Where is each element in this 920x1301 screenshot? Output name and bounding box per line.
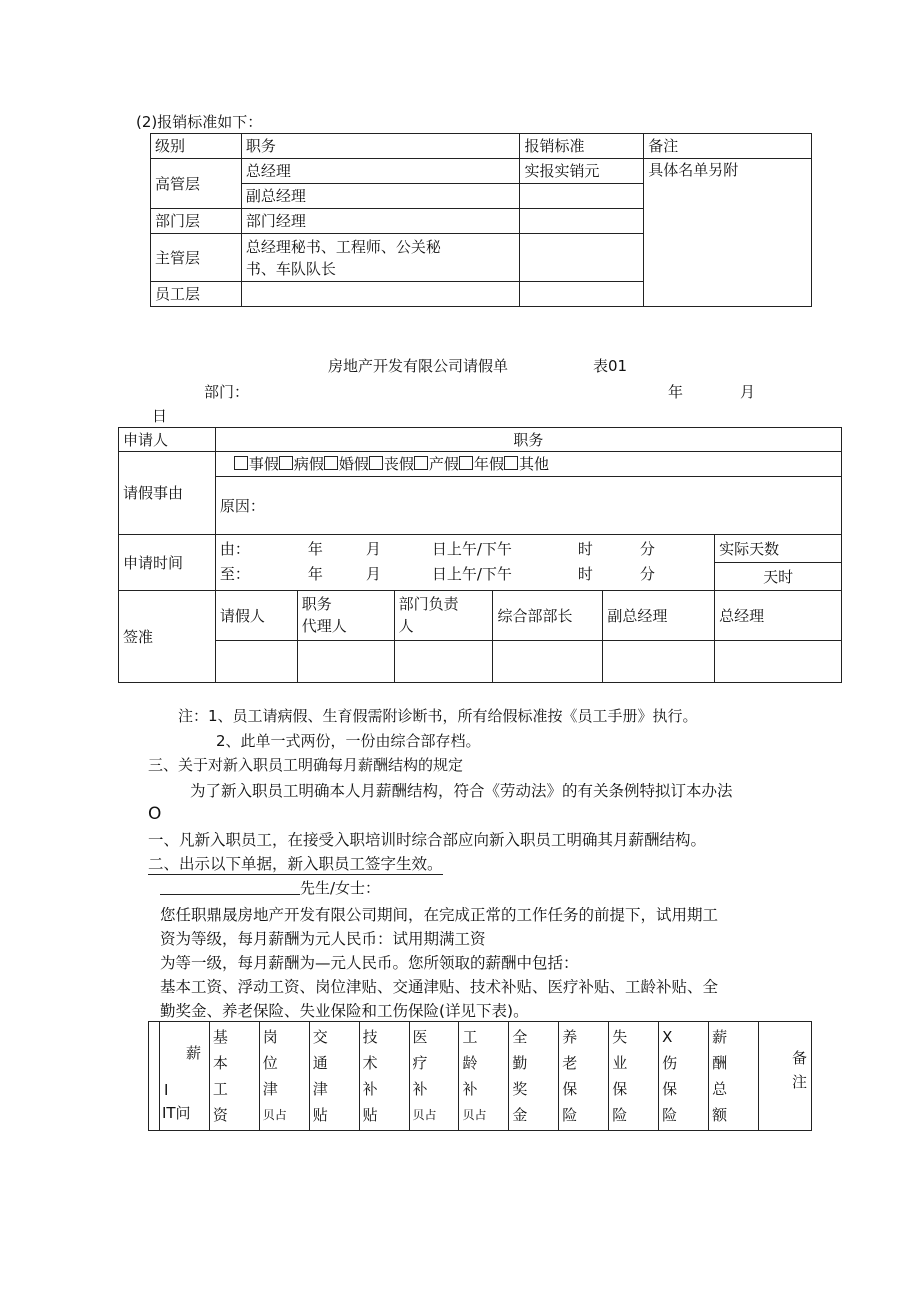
from-label: 由：	[219, 540, 250, 558]
leave-type-marriage[interactable]: 婚假	[324, 455, 369, 473]
sign-dept-head-line2: 人	[398, 617, 414, 635]
salutation-line	[160, 877, 380, 898]
col-remark	[758, 1022, 811, 1131]
col-injury-insurance: X 伤 保 险	[659, 1022, 709, 1131]
salary-col-top: 薪	[185, 1044, 201, 1062]
year-label: 年	[668, 383, 684, 401]
checkbox-icon[interactable]	[279, 456, 293, 470]
letter-line-3: 为等一级，每月薪酬为—元人民币。您所领取的薪酬中包括：	[160, 954, 579, 972]
checkbox-icon[interactable]	[414, 456, 428, 470]
standard-empty	[520, 234, 644, 282]
position-gm: 总经理	[241, 159, 520, 184]
reimbursement-heading: (2)报销标准如下：	[136, 113, 263, 131]
letter-line-2: 资为等级，每月薪酬为元人民币：试用期满工资	[160, 930, 486, 948]
salary-col-bottom: IT问	[161, 1104, 191, 1122]
time-to-row	[215, 563, 714, 591]
remark-line2: 注	[791, 1073, 807, 1091]
dept-label: 部门：	[204, 383, 250, 401]
days-hours-cell: 天时	[715, 563, 842, 591]
section3-item1: 一、凡新入职员工，在接受入职培训时综合部应向新入职员工明确其月薪酬结构。	[148, 831, 707, 849]
level-dept: 部门层	[151, 209, 242, 234]
header-remark: 备注	[644, 134, 812, 159]
col-seniority-subsidy: 工 龄 补 贝占	[459, 1022, 509, 1131]
time-label: 申请时间	[119, 535, 216, 591]
col-pension-insurance: 养 老 保 险	[559, 1022, 609, 1131]
leave-type-options	[215, 452, 841, 477]
col-tech-subsidy: 技 术 补 贴	[359, 1022, 409, 1131]
salutation: 先生/女士：	[300, 879, 381, 897]
standard-actual: 实报实销元	[520, 159, 644, 184]
note-1: 注：1、员工请病假、生育假需附诊断书，所有给假标准按《员工手册》执行。	[178, 707, 698, 725]
position-supervisor	[241, 234, 520, 282]
to-hour: 时	[577, 564, 593, 583]
salary-structure-table	[148, 1021, 812, 1131]
col-total-salary: 薪 酬 总 额	[709, 1022, 759, 1131]
col-attendance-bonus: 全 勤 奖 金	[509, 1022, 559, 1131]
cause-label: 原因：	[219, 496, 265, 515]
leave-type-other[interactable]: 其他	[504, 455, 549, 473]
reason-label: 请假事由	[119, 452, 216, 535]
signature-field[interactable]	[297, 641, 394, 683]
signature-field[interactable]	[493, 641, 603, 683]
leave-type-personal[interactable]: 事假	[234, 455, 279, 473]
header-level: 级别	[151, 134, 242, 159]
signature-field[interactable]	[394, 641, 493, 683]
to-year: 年	[307, 564, 323, 583]
from-minute: 分	[639, 540, 655, 558]
supervisor-line2: 书、车队队长	[245, 259, 336, 278]
time-from-row	[215, 535, 714, 563]
from-day-ampm: 日上午/下午	[431, 540, 512, 558]
letter-line-1: 您任职鼎晟房地产开发有限公司期间，在完成正常的工作任务的前提下，试用期工	[160, 906, 719, 924]
applicant-label: 申请人	[119, 428, 216, 452]
signature-field[interactable]	[715, 641, 842, 683]
reimbursement-table	[150, 133, 812, 307]
to-minute: 分	[639, 564, 655, 583]
month-label: 月	[740, 383, 756, 401]
checkbox-icon[interactable]	[234, 456, 248, 470]
salary-col-header	[159, 1022, 209, 1131]
col-basic-salary: 基 本 工 资	[209, 1022, 259, 1131]
signature-field[interactable]	[215, 641, 297, 683]
leave-form-title: 房地产开发有限公司请假单	[328, 357, 509, 375]
sign-dept-head-line1: 部门负责	[398, 595, 459, 613]
standard-empty	[520, 184, 644, 209]
sign-deputy	[297, 591, 394, 641]
remark-cell: 具体名单另附	[644, 159, 812, 307]
leave-form-table	[118, 427, 842, 683]
from-month: 月	[365, 540, 381, 558]
header-standard: 报销标准	[520, 134, 644, 159]
section3-item2: 二、出示以下单据，新入职员工签字生效。	[148, 852, 443, 875]
col-medical-subsidy: 医 疗 补 贝占	[409, 1022, 459, 1131]
sign-dept-head	[394, 591, 493, 641]
leave-form-number: 表01	[593, 357, 628, 375]
approval-label: 签准	[119, 591, 216, 683]
remark-line1: 备	[791, 1049, 807, 1067]
from-hour: 时	[577, 540, 593, 558]
section3-intro: 为了新入职员工明确本人月薪酬结构，符合《劳动法》的有关条例特拟订本办法	[190, 782, 733, 800]
note-2: 2、此单一式两份，一份由综合部存档。	[216, 732, 481, 750]
col-unemployment-insurance: 失 业 保 险	[609, 1022, 659, 1131]
to-month: 月	[365, 564, 381, 583]
leave-type-funeral[interactable]: 丧假	[369, 455, 414, 473]
letter-line-4: 基本工资、浮动工资、岗位津贴、交通津贴、技术补贴、医疗补贴、工龄补贴、全	[160, 978, 719, 996]
section3-title: 三、关于对新入职员工明确每月薪酬结构的规定	[148, 756, 464, 774]
position-label: 职务	[215, 428, 841, 452]
leave-type-annual[interactable]: 年假	[459, 455, 504, 473]
checkbox-icon[interactable]	[459, 456, 473, 470]
leave-type-sick[interactable]: 病假	[279, 455, 324, 473]
name-blank[interactable]	[160, 878, 300, 895]
signature-field[interactable]	[603, 641, 715, 683]
leave-type-maternity[interactable]: 产假	[414, 455, 459, 473]
sign-admin-head: 综合部部长	[493, 591, 603, 641]
letter-line-5: 勤奖金、养老保险、失业保险和工伤保险(详见下表)。	[160, 1002, 529, 1020]
col-transport-allowance: 交 通 津 贴	[309, 1022, 359, 1131]
checkbox-icon[interactable]	[504, 456, 518, 470]
sign-deputy-gm: 副总经理	[603, 591, 715, 641]
day-label: 日	[152, 407, 168, 425]
position-empty	[241, 282, 520, 307]
sign-gm: 总经理	[715, 591, 842, 641]
table-edge-cell	[149, 1022, 160, 1131]
sign-deputy-line1: 职务	[301, 595, 332, 613]
standard-empty	[520, 282, 644, 307]
salary-col-mid: I	[163, 1081, 169, 1099]
cause-cell[interactable]	[215, 477, 841, 535]
level-supervisor: 主管层	[151, 234, 242, 282]
header-position: 职务	[241, 134, 520, 159]
checkbox-icon[interactable]	[324, 456, 338, 470]
supervisor-line1: 总经理秘书、工程师、公关秘	[245, 237, 441, 256]
checkbox-icon[interactable]	[369, 456, 383, 470]
to-day-ampm: 日上午/下午	[431, 564, 512, 583]
level-staff: 员工层	[151, 282, 242, 307]
col-post-allowance: 岗 位 津 贝占	[259, 1022, 309, 1131]
sign-deputy-line2: 代理人	[301, 617, 347, 635]
from-year: 年	[307, 540, 323, 558]
position-dept-manager: 部门经理	[241, 209, 520, 234]
section3-intro-end: O	[148, 804, 162, 824]
to-label: 至：	[219, 564, 250, 583]
actual-days-label: 实际天数	[715, 535, 842, 563]
sign-applicant: 请假人	[215, 591, 297, 641]
level-senior: 高管层	[151, 159, 242, 209]
position-deputy-gm: 副总经理	[241, 184, 520, 209]
standard-empty	[520, 209, 644, 234]
